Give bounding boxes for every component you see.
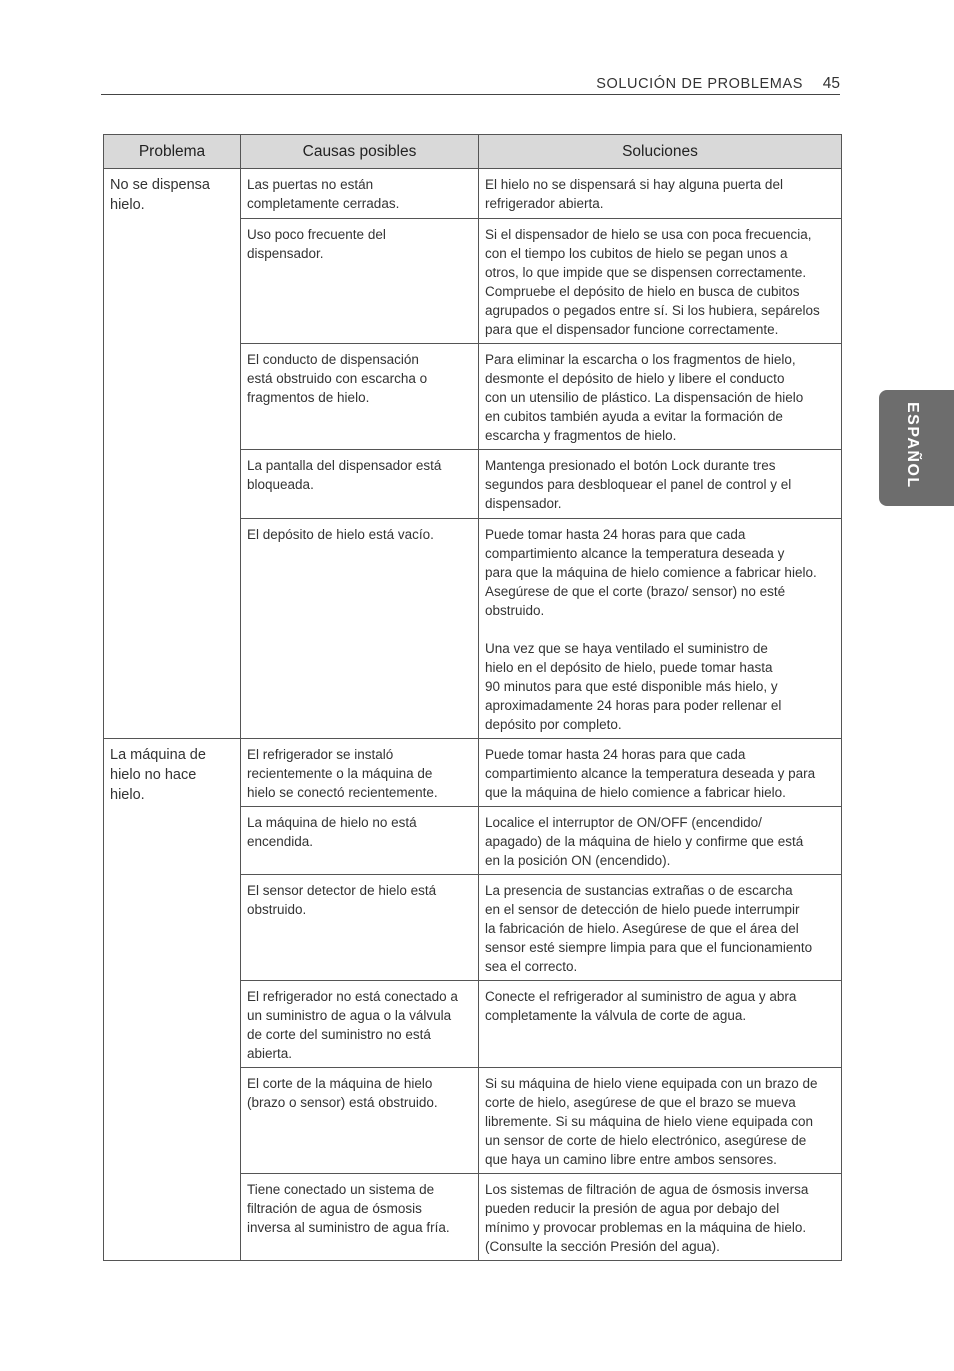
header-problem: Problema (104, 135, 241, 169)
table-row (104, 739, 842, 807)
cause-cell: Uso poco frecuente del dispensador. (241, 219, 479, 344)
cause-cell: Tiene conectado un sistema de filtración de agua de ósmosis inversa al suministro de agua fría. (241, 1174, 479, 1261)
solution-cell: Localice el interruptor de ON/OFF (encendido/ apagado) de la máquina de hielo y confirme que está en la posición ON (encendido). (479, 807, 842, 875)
cause-cell: La máquina de hielo no está encendida. (241, 807, 479, 875)
solution-cell: Si el dispensador de hielo se usa con poca frecuencia, con el tiempo los cubitos de hielo se pegan unos a otros, lo que impide que se dispensen correctamente. Compruebe el depósito de hielo en busca de cubitos agrupados o pegados entre sí. Si los hubiera, sepárelos para que el dispensador funcione correctamente. (479, 219, 842, 344)
table-row (104, 169, 842, 219)
solution-cell: Conecte el refrigerador al suministro de agua y abra completamente la válvula de corte de agua. (479, 981, 842, 1068)
solution-cell: Puede tomar hasta 24 horas para que cada compartimiento alcance la temperatura deseada y para que la máquina de hielo comience a fabricar hielo. (479, 739, 842, 807)
table-header-row (104, 135, 842, 169)
cause-cell: El corte de la máquina de hielo (brazo o sensor) está obstruido. (241, 1068, 479, 1174)
solution-cell: La presencia de sustancias extrañas o de escarcha en el sensor de detección de hielo puede interrumpir la fabricación de hielo. Asegúrese de que el área del sensor esté siempre limpia para que el funcionamiento sea el correcto. (479, 875, 842, 981)
page-header (101, 74, 840, 95)
cause-cell: El sensor detector de hielo está obstruido. (241, 875, 479, 981)
page-number: 45 (822, 75, 840, 92)
solution-cell: Puede tomar hasta 24 horas para que cada compartimiento alcance la temperatura deseada y para que la máquina de hielo comience a fabricar hielo. Asegúrese de que el corte (brazo/ sensor) no esté obstruido. Una vez que se haya ventilado el suministro de hielo en el depósito de hielo, puede tomar hasta 90 minutos para que esté disponible más hielo, y aproximadamente 24 horas para poder rellenar el depósito por completo. (479, 519, 842, 739)
solution-cell: Mantenga presionado el botón Lock durante tres segundos para desbloquear el panel de control y el dispensador. (479, 450, 842, 519)
language-tab-label: ESPAÑOL (904, 402, 921, 489)
solution-cell: Si su máquina de hielo viene equipada con un brazo de corte de hielo, asegúrese de que el brazo se mueva libremente. Si su máquina de hielo viene equipada con un sensor de corte de hielo electrónico, asegúrese de que haya un camino libre entre ambos sensores. (479, 1068, 842, 1174)
problem-cell: La máquina de hielo no hace hielo. (104, 739, 241, 1261)
section-title: SOLUCIÓN DE PROBLEMAS (596, 76, 803, 92)
cause-cell: El refrigerador no está conectado a un suministro de agua o la válvula de corte del suministro no está abierta. (241, 981, 479, 1068)
troubleshooting-table (103, 134, 842, 1261)
cause-cell: Las puertas no están completamente cerradas. (241, 169, 479, 219)
cause-cell: El refrigerador se instaló recientemente o la máquina de hielo se conectó recientemente. (241, 739, 479, 807)
problem-cell: No se dispensa hielo. (104, 169, 241, 739)
header-causes: Causas posibles (241, 135, 479, 169)
cause-cell: El conducto de dispensación está obstruido con escarcha o fragmentos de hielo. (241, 344, 479, 450)
solution-cell: Los sistemas de filtración de agua de ósmosis inversa pueden reducir la presión de agua por debajo del mínimo y provocar problemas en la máquina de hielo. (Consulte la sección Presión del agua). (479, 1174, 842, 1261)
header-solutions: Soluciones (479, 135, 842, 169)
solution-cell: El hielo no se dispensará si hay alguna puerta del refrigerador abierta. (479, 169, 842, 219)
solution-cell: Para eliminar la escarcha o los fragmentos de hielo, desmonte el depósito de hielo y libere el conducto con un utensilio de plástico. La dispensación de hielo en cubitos también ayuda a evitar la formación de escarcha y fragmentos de hielo. (479, 344, 842, 450)
language-tab (879, 390, 954, 506)
cause-cell: El depósito de hielo está vacío. (241, 519, 479, 739)
cause-cell: La pantalla del dispensador está bloqueada. (241, 450, 479, 519)
